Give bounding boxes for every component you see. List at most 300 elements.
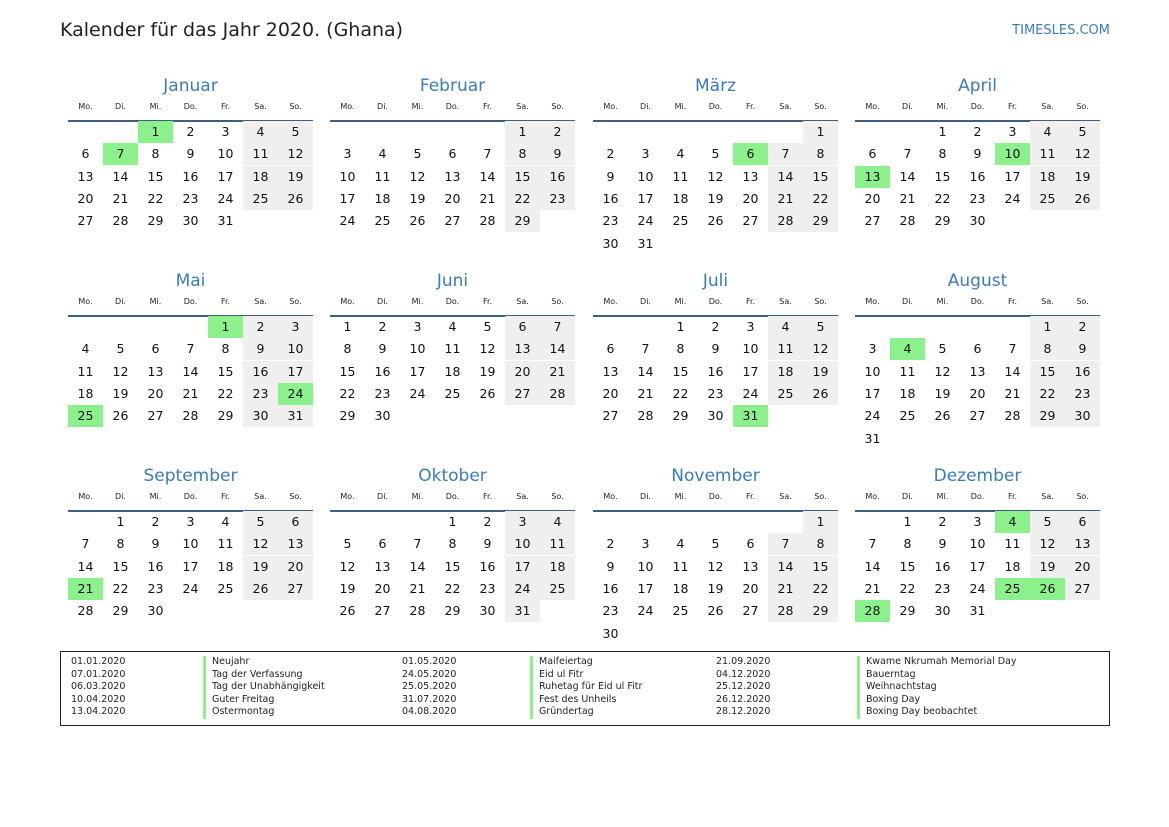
weekday-label: So. xyxy=(551,492,564,501)
day-cell: 6 xyxy=(746,536,755,552)
day-cell: 15 xyxy=(147,168,164,184)
day-cell: 30 xyxy=(374,408,391,424)
day-cell: 2 xyxy=(540,121,575,143)
day-cell: 9 xyxy=(973,146,982,162)
day-cell: 7 xyxy=(483,146,492,162)
day-cell: 27 xyxy=(147,408,164,424)
day-cell: 2 xyxy=(938,514,947,529)
day-cell: 26 xyxy=(707,213,724,229)
holiday-day-cell: 1 xyxy=(138,121,173,143)
weekday-label: Sa. xyxy=(254,297,267,306)
holiday-date: 21.09.2020 xyxy=(716,656,771,667)
day-cell: 10 xyxy=(217,146,234,162)
day-cell: 5 xyxy=(938,341,947,357)
weekday-label: Sa. xyxy=(254,102,267,111)
day-cell: 1 xyxy=(903,514,912,529)
day-cell: 5 xyxy=(116,341,125,357)
day-cell: 14 xyxy=(409,558,426,574)
day-cell: 12 xyxy=(409,168,426,184)
day-cell: 10 xyxy=(339,168,356,184)
day-cell: 23 xyxy=(147,580,164,596)
weekday-label: Fr. xyxy=(1007,102,1018,111)
day-cell: 26 xyxy=(1065,188,1100,210)
day-cell: 13 xyxy=(444,168,461,184)
day-cell: 10 xyxy=(742,341,759,357)
day-cell: 11 xyxy=(540,533,575,555)
day-cell: 16 xyxy=(602,190,619,206)
brand-link[interactable]: TIMESLES.COM xyxy=(1012,23,1110,38)
holiday-day-cell: 24 xyxy=(278,383,313,405)
day-cell: 21 xyxy=(1004,385,1021,401)
weekday-label: So. xyxy=(814,102,827,111)
weekday-label: Mo. xyxy=(603,102,618,111)
weekday-label: Fr. xyxy=(220,297,231,306)
day-cell: 2 xyxy=(973,124,982,139)
weekday-label: So. xyxy=(289,492,302,501)
day-cell: 14 xyxy=(637,363,654,379)
day-cell: 29 xyxy=(672,408,689,424)
day-cell: 25 xyxy=(768,383,803,405)
weekday-label: Sa. xyxy=(1041,102,1054,111)
holiday-date: 24.05.2020 xyxy=(402,668,457,680)
day-cell: 30 xyxy=(1065,405,1100,427)
day-cell: 13 xyxy=(505,338,540,360)
day-cell: 20 xyxy=(147,385,164,401)
day-cell: 9 xyxy=(483,536,492,552)
day-cell: 16 xyxy=(707,363,724,379)
day-cell: 14 xyxy=(768,166,803,188)
day-cell: 10 xyxy=(637,558,654,574)
weekday-label: Mi. xyxy=(674,297,687,306)
day-cell: 25 xyxy=(444,385,461,401)
day-cell: 26 xyxy=(934,408,951,424)
day-cell: 18 xyxy=(243,166,278,188)
weekday-label: Di. xyxy=(377,492,388,501)
day-cell: 21 xyxy=(637,385,654,401)
day-cell: 28 xyxy=(540,383,575,405)
day-cell: 8 xyxy=(505,143,540,165)
day-cell: 9 xyxy=(606,168,615,184)
day-cell: 15 xyxy=(444,558,461,574)
holiday-date: 31.07.2020 xyxy=(402,693,457,705)
day-cell: 15 xyxy=(505,166,540,188)
day-cell: 5 xyxy=(483,319,492,334)
day-cell: 20 xyxy=(742,580,759,596)
weekday-label: Di. xyxy=(902,102,913,111)
day-cell: 26 xyxy=(707,603,724,619)
day-cell: 1 xyxy=(1030,316,1065,338)
day-cell: 16 xyxy=(479,558,496,574)
day-cell: 22 xyxy=(505,188,540,210)
day-cell: 18 xyxy=(1030,166,1065,188)
holiday-date: 26.12.2020 xyxy=(716,693,771,705)
weekday-label: Do. xyxy=(183,492,198,501)
month-name: April xyxy=(958,76,997,96)
holiday-date: 13.04.2020 xyxy=(71,706,126,718)
holiday-name: Ostermontag xyxy=(203,706,274,719)
day-cell: 14 xyxy=(540,338,575,360)
day-cell: 30 xyxy=(707,408,724,424)
holiday-name: Boxing Day beobachtet xyxy=(857,706,977,719)
holiday-day-cell: 10 xyxy=(995,143,1030,165)
holiday-day-cell: 6 xyxy=(733,143,768,165)
month-dezember xyxy=(855,466,1100,656)
holiday-day-cell: 1 xyxy=(208,316,243,338)
weekday-label: Di. xyxy=(640,102,651,111)
day-cell: 8 xyxy=(903,536,912,552)
day-cell: 24 xyxy=(864,408,881,424)
day-cell: 7 xyxy=(903,146,912,162)
month-name: März xyxy=(695,76,736,96)
day-cell: 11 xyxy=(899,363,916,379)
day-cell: 22 xyxy=(934,190,951,206)
day-cell: 17 xyxy=(409,363,426,379)
weekday-label: Mo. xyxy=(865,297,880,306)
day-cell: 23 xyxy=(182,190,199,206)
day-cell: 23 xyxy=(243,383,278,405)
weekday-label: Sa. xyxy=(516,492,529,501)
day-cell: 17 xyxy=(637,580,654,596)
weekday-label: Di. xyxy=(902,297,913,306)
weekday-label: Mo. xyxy=(340,297,355,306)
day-cell: 18 xyxy=(899,385,916,401)
day-cell: 18 xyxy=(1004,558,1021,574)
holiday-name: Tag der Verfassung xyxy=(203,669,303,682)
day-cell: 10 xyxy=(182,536,199,552)
weekday-label: Di. xyxy=(115,102,126,111)
day-cell: 17 xyxy=(742,363,759,379)
day-cell: 3 xyxy=(186,514,195,529)
day-cell: 29 xyxy=(803,210,838,232)
holiday-day-cell: 31 xyxy=(733,405,768,427)
day-cell: 1 xyxy=(803,121,838,143)
month-april xyxy=(855,76,1100,266)
day-cell: 31 xyxy=(864,430,881,446)
day-cell: 16 xyxy=(934,558,951,574)
weekday-label: Fr. xyxy=(745,297,756,306)
weekday-label: Sa. xyxy=(254,492,267,501)
weekday-label: Sa. xyxy=(779,102,792,111)
day-cell: 27 xyxy=(864,213,881,229)
day-cell: 25 xyxy=(672,213,689,229)
day-cell: 6 xyxy=(973,341,982,357)
weekday-label: Mi. xyxy=(411,102,424,111)
holiday-day-cell: 25 xyxy=(68,405,103,427)
day-cell: 6 xyxy=(505,316,540,338)
day-cell: 25 xyxy=(217,580,234,596)
day-cell: 13 xyxy=(742,168,759,184)
day-cell: 26 xyxy=(278,188,313,210)
day-cell: 13 xyxy=(602,363,619,379)
weekday-label: Fr. xyxy=(1007,492,1018,501)
day-cell: 15 xyxy=(803,166,838,188)
day-cell: 11 xyxy=(672,558,689,574)
holiday-name: Tag der Unabhängigkeit xyxy=(203,681,325,694)
day-cell: 2 xyxy=(606,536,615,552)
day-cell: 24 xyxy=(505,578,540,600)
day-cell: 18 xyxy=(768,361,803,383)
day-cell: 15 xyxy=(339,363,356,379)
day-cell: 8 xyxy=(938,146,947,162)
day-cell: 31 xyxy=(278,405,313,427)
weekday-label: Di. xyxy=(115,492,126,501)
day-cell: 6 xyxy=(81,146,90,162)
day-cell: 27 xyxy=(602,408,619,424)
day-cell: 8 xyxy=(343,341,352,357)
holiday-day-cell: 7 xyxy=(103,143,138,165)
day-cell: 4 xyxy=(1030,121,1065,143)
weekday-label: Mo. xyxy=(340,492,355,501)
day-cell: 22 xyxy=(112,580,129,596)
day-cell: 7 xyxy=(641,341,650,357)
day-cell: 3 xyxy=(746,319,755,334)
day-cell: 27 xyxy=(969,408,986,424)
day-cell: 12 xyxy=(112,363,129,379)
day-cell: 12 xyxy=(243,533,278,555)
day-cell: 19 xyxy=(1065,166,1100,188)
day-cell: 25 xyxy=(243,188,278,210)
weekday-label: Sa. xyxy=(516,102,529,111)
day-cell: 8 xyxy=(676,341,685,357)
weekday-label: Mo. xyxy=(603,297,618,306)
month-name: September xyxy=(143,466,238,486)
month-juli xyxy=(593,271,838,461)
day-cell: 27 xyxy=(1065,578,1100,600)
holiday-date: 01.01.2020 xyxy=(71,656,126,667)
day-cell: 30 xyxy=(479,603,496,619)
weekday-label: Mi. xyxy=(936,102,949,111)
holiday-name: Gründertag xyxy=(530,706,594,719)
month-name: Oktober xyxy=(418,466,487,486)
month-september xyxy=(68,466,313,656)
day-cell: 28 xyxy=(1004,408,1021,424)
holiday-day-cell: 4 xyxy=(995,511,1030,533)
day-cell: 8 xyxy=(803,533,838,555)
header-rule xyxy=(593,120,838,122)
day-cell: 18 xyxy=(77,385,94,401)
day-cell: 27 xyxy=(742,213,759,229)
month-name: Juni xyxy=(436,271,469,291)
day-cell: 1 xyxy=(676,319,685,334)
holiday-day-cell: 13 xyxy=(855,166,890,188)
day-cell: 17 xyxy=(1004,168,1021,184)
day-cell: 24 xyxy=(637,213,654,229)
weekday-label: Mo. xyxy=(78,492,93,501)
holiday-date: 28.12.2020 xyxy=(716,706,771,718)
day-cell: 22 xyxy=(1030,383,1065,405)
day-cell: 10 xyxy=(505,533,540,555)
day-cell: 4 xyxy=(676,536,685,552)
day-cell: 3 xyxy=(505,511,540,533)
day-cell: 17 xyxy=(505,556,540,578)
day-cell: 10 xyxy=(969,536,986,552)
weekday-label: Do. xyxy=(445,297,460,306)
month-februar xyxy=(330,76,575,266)
day-cell: 6 xyxy=(868,146,877,162)
day-cell: 1 xyxy=(803,511,838,533)
day-cell: 30 xyxy=(243,405,278,427)
holiday-day-cell: 26 xyxy=(1030,578,1065,600)
day-cell: 21 xyxy=(409,580,426,596)
day-cell: 27 xyxy=(77,213,94,229)
day-cell: 12 xyxy=(479,341,496,357)
weekday-label: Do. xyxy=(708,102,723,111)
day-cell: 20 xyxy=(77,190,94,206)
day-cell: 22 xyxy=(803,578,838,600)
weekday-label: Mo. xyxy=(865,492,880,501)
holiday-name: Ruhetag für Eid ul Fitr xyxy=(530,681,642,694)
day-cell: 23 xyxy=(969,190,986,206)
weekday-label: Mi. xyxy=(411,492,424,501)
day-cell: 4 xyxy=(378,146,387,162)
day-cell: 7 xyxy=(540,316,575,338)
day-cell: 14 xyxy=(899,168,916,184)
day-cell: 19 xyxy=(112,385,129,401)
day-cell: 1 xyxy=(116,514,125,529)
day-cell: 17 xyxy=(278,361,313,383)
day-cell: 20 xyxy=(602,385,619,401)
day-cell: 24 xyxy=(339,213,356,229)
holiday-date: 25.05.2020 xyxy=(402,681,457,693)
holiday-date: 25.12.2020 xyxy=(716,681,771,693)
day-cell: 2 xyxy=(606,146,615,162)
day-cell: 1 xyxy=(343,319,352,334)
weekday-label: So. xyxy=(1076,102,1089,111)
weekday-label: Fr. xyxy=(220,102,231,111)
day-cell: 29 xyxy=(217,408,234,424)
weekday-label: Sa. xyxy=(516,297,529,306)
day-cell: 19 xyxy=(707,580,724,596)
holiday-date: 10.04.2020 xyxy=(71,693,126,705)
weekday-label: So. xyxy=(551,297,564,306)
day-cell: 7 xyxy=(868,536,877,552)
day-cell: 15 xyxy=(112,558,129,574)
day-cell: 13 xyxy=(278,533,313,555)
month-august xyxy=(855,271,1100,461)
weekday-label: Di. xyxy=(640,297,651,306)
day-cell: 15 xyxy=(217,363,234,379)
day-cell: 28 xyxy=(637,408,654,424)
day-cell: 19 xyxy=(934,385,951,401)
holiday-name: Boxing Day xyxy=(857,694,920,707)
month-märz xyxy=(593,76,838,266)
weekday-label: So. xyxy=(1076,297,1089,306)
holiday-legend xyxy=(60,651,1110,726)
day-cell: 16 xyxy=(243,361,278,383)
day-cell: 9 xyxy=(606,558,615,574)
holiday-date: 04.08.2020 xyxy=(402,706,457,718)
day-cell: 22 xyxy=(672,385,689,401)
day-cell: 18 xyxy=(672,580,689,596)
day-cell: 23 xyxy=(602,603,619,619)
day-cell: 30 xyxy=(602,235,619,251)
day-cell: 4 xyxy=(81,341,90,357)
day-cell: 20 xyxy=(505,361,540,383)
day-cell: 3 xyxy=(413,319,422,334)
day-cell: 7 xyxy=(413,536,422,552)
day-cell: 28 xyxy=(409,603,426,619)
day-cell: 2 xyxy=(378,319,387,334)
day-cell: 12 xyxy=(934,363,951,379)
day-cell: 1 xyxy=(505,121,540,143)
month-name: Juli xyxy=(702,271,729,291)
day-cell: 2 xyxy=(1065,316,1100,338)
weekday-label: So. xyxy=(814,492,827,501)
day-cell: 31 xyxy=(969,603,986,619)
day-cell: 9 xyxy=(186,146,195,162)
day-cell: 12 xyxy=(1030,533,1065,555)
day-cell: 30 xyxy=(969,213,986,229)
weekday-label: Mi. xyxy=(149,492,162,501)
weekday-label: Fr. xyxy=(482,297,493,306)
day-cell: 20 xyxy=(969,385,986,401)
day-cell: 26 xyxy=(339,603,356,619)
day-cell: 29 xyxy=(899,603,916,619)
day-cell: 16 xyxy=(182,168,199,184)
month-mai xyxy=(68,271,313,461)
day-cell: 4 xyxy=(448,319,457,334)
day-cell: 3 xyxy=(641,146,650,162)
day-cell: 19 xyxy=(1030,556,1065,578)
day-cell: 6 xyxy=(278,511,313,533)
day-cell: 21 xyxy=(768,188,803,210)
day-cell: 18 xyxy=(217,558,234,574)
day-cell: 12 xyxy=(1065,143,1100,165)
day-cell: 11 xyxy=(77,363,94,379)
weekday-label: Sa. xyxy=(779,297,792,306)
weekday-label: Di. xyxy=(377,297,388,306)
day-cell: 29 xyxy=(1030,405,1065,427)
day-cell: 28 xyxy=(112,213,129,229)
day-cell: 16 xyxy=(374,363,391,379)
day-cell: 20 xyxy=(278,556,313,578)
day-cell: 19 xyxy=(409,190,426,206)
header-rule xyxy=(593,510,838,512)
day-cell: 14 xyxy=(864,558,881,574)
weekday-label: Mi. xyxy=(149,102,162,111)
day-cell: 21 xyxy=(899,190,916,206)
day-cell: 29 xyxy=(505,210,540,232)
weekday-label: Do. xyxy=(183,297,198,306)
day-cell: 5 xyxy=(343,536,352,552)
day-cell: 19 xyxy=(339,580,356,596)
day-cell: 26 xyxy=(409,213,426,229)
month-name: August xyxy=(947,271,1008,291)
day-cell: 15 xyxy=(672,363,689,379)
weekday-label: Do. xyxy=(445,492,460,501)
day-cell: 3 xyxy=(278,316,313,338)
day-cell: 13 xyxy=(147,363,164,379)
day-cell: 30 xyxy=(934,603,951,619)
day-cell: 6 xyxy=(448,146,457,162)
weekday-label: Fr. xyxy=(482,492,493,501)
day-cell: 23 xyxy=(374,385,391,401)
day-cell: 24 xyxy=(409,385,426,401)
day-cell: 11 xyxy=(768,338,803,360)
day-cell: 25 xyxy=(899,408,916,424)
month-januar xyxy=(68,76,313,266)
day-cell: 2 xyxy=(243,316,278,338)
day-cell: 9 xyxy=(938,536,947,552)
day-cell: 17 xyxy=(969,558,986,574)
day-cell: 22 xyxy=(339,385,356,401)
day-cell: 23 xyxy=(540,188,575,210)
day-cell: 18 xyxy=(374,190,391,206)
day-cell: 14 xyxy=(182,363,199,379)
day-cell: 19 xyxy=(479,363,496,379)
day-cell: 11 xyxy=(444,341,461,357)
day-cell: 24 xyxy=(637,603,654,619)
